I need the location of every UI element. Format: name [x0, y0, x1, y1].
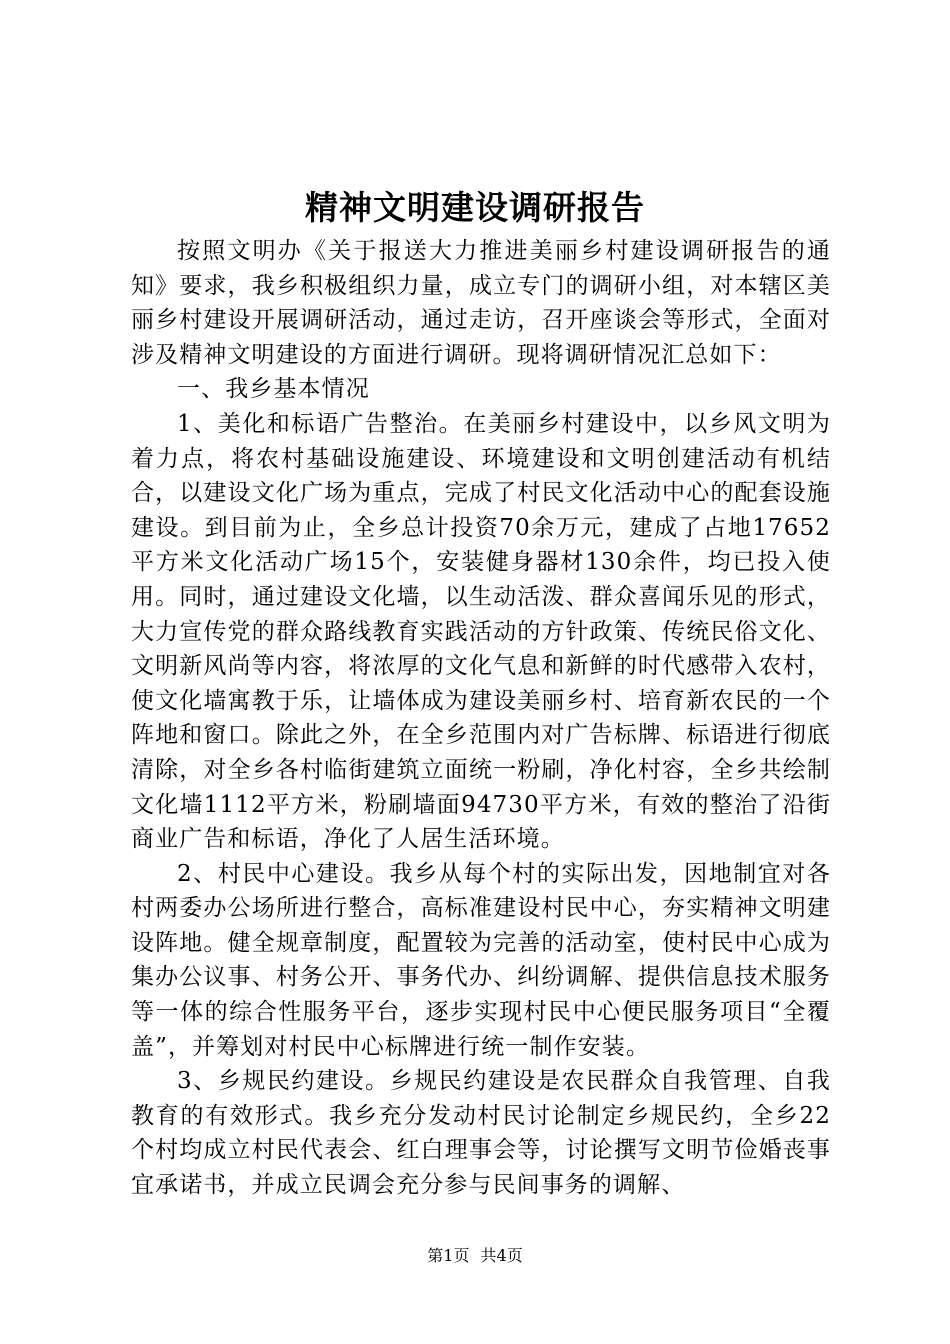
section-heading: 一、我乡基本情况 — [177, 376, 370, 403]
paragraph-item-2: 2、村民中心建设。我乡从每个村的实际出发，因地制宜对各村两委办公场所进行整合，高标准建设村民中心，夯实精神文明建设阵地。健全规章制度，配置较为完善的活动室，使村民中心成为集办公议事、村务公开、事务代办、纠纷调解、提供信息技术服务等一体的综合性服务平台，逐步实现村民中心便民服务项目“全覆盖”，并筹划对村民中心标牌进行统一制作安装。 — [131, 860, 831, 1060]
document-body — [131, 234, 831, 1203]
paragraph-intro: 按照文明办《关于报送大力推进美丽乡村建设调研报告的通知》要求，我乡积极组织力量，成立专门的调研小组，对本辖区美丽乡村建设开展调研活动，通过走访，召开座谈会等形式，全面对涉及精神文明建设的方面进行调研。现将调研情况汇总如下： — [131, 238, 831, 368]
page-footer — [0, 1244, 950, 1268]
paragraph-item-3: 3、乡规民约建设。乡规民约建设是农民群众自我管理、自我教育的有效形式。我乡充分发动村民讨论制定乡规民约，全乡22个村均成立村民代表会、红白理事会等，讨论撰写文明节俭婚丧事宜承诺书，并成立民调会充分参与民间事务的调解、 — [131, 1068, 831, 1199]
paragraph-item-1: 1、美化和标语广告整治。在美丽乡村建设中，以乡风文明为着力点，将农村基础设施建设、环境建设和文明创建活动有机结合，以建设文化广场为重点，完成了村民文化活动中心的配套设施建设。到目前为止，全乡总计投资70余万元，建成了占地17652平方米文化活动广场15个，安装健身器材130余件，均已投入使用。同时，通过建设文化墙，以生动活泼、群众喜闻乐见的形式，大力宣传党的群众路线教育实践活动的方针政策、传统民俗文化、文明新风尚等内容，将浓厚的文化气息和新鲜的时代感带入农村，使文化墙寓教于乐，让墙体成为建设美丽乡村、培育新农民的一个阵地和窗口。除此之外，在全乡范围内对广告标牌、标语进行彻底清除，对全乡各村临街建筑立面统一粉刷，净化村容，全乡共绘制文化墙1112平方米，粉刷墙面94730平方米，有效的整治了沿街商业广告和标语，净化了人居生活环境。 — [131, 410, 831, 853]
document-title: 精神文明建设调研报告 — [305, 188, 645, 227]
page-total: 共4页 — [480, 1246, 523, 1265]
page-number: 第1页 — [427, 1246, 470, 1265]
